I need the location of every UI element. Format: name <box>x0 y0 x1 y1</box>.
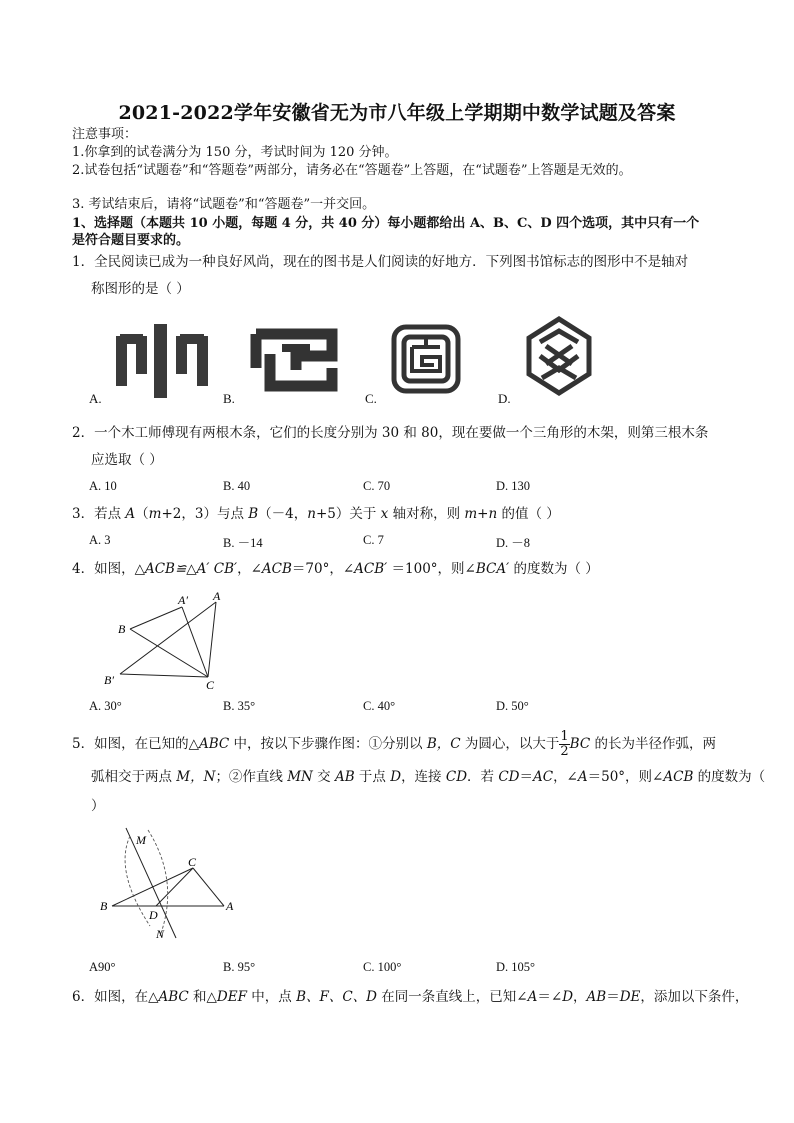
q3-option-a: A. 3 <box>89 533 111 547</box>
q1-line2: 称图形的是（ ） <box>91 281 190 297</box>
q2-line2: 应选取（ ） <box>91 452 163 468</box>
q5-label-d: D <box>149 908 158 922</box>
q4-figure <box>100 589 240 692</box>
page-title: 2021-2022学年安徽省无为市八年级上学期期中数学试题及答案 <box>118 102 676 124</box>
q5-label-b: B <box>100 899 108 913</box>
q1-logo-d <box>526 316 592 396</box>
q3-option-b: B. －14 <box>223 536 263 550</box>
q2-option-a: A. 10 <box>89 479 117 493</box>
q5-fraction: $\frac{1}{2}$ <box>560 729 569 759</box>
q5-line3: ） <box>91 798 105 814</box>
q4-option-a: A. 30° <box>89 699 122 713</box>
q4-label-a: A <box>213 589 221 603</box>
q1-logo-b <box>250 328 338 392</box>
q6-line: 6．如图，在△ABC 和△DEF 中，点 B、F、C、D 在同一条直线上，已知∠A＝∠D，AB＝DE，添加以下条件， <box>72 989 749 1005</box>
q5-line1: 5．如图，在已知的△ABC 中，按以下步骤作图：①分别以 B，C 为圆心，以大于 $\frac{1}{2}$ BC 的长为半径作弧，两 <box>72 729 716 759</box>
q2-option-b: B. 40 <box>223 479 251 493</box>
note-3: 3. 考试结束后，请将“试题卷”和“答题卷”一并交回。 <box>72 197 376 212</box>
q1-option-b: B. <box>223 391 235 406</box>
q5-option-b: B. 95° <box>223 960 256 974</box>
q5-figure <box>98 826 248 948</box>
notes-heading: 注意事项： <box>72 127 138 142</box>
q2-line1: 2．一个木工师傅现有两根木条，它们的长度分别为 30 和 80，现在要做一个三角形的木架，则第三根木条 <box>72 425 709 441</box>
section1-line1: 1、选择题（本题共 10 小题，每题 4 分，共 40 分）每小题都给出 A、B、C、D 四个选项，其中只有一个 <box>72 216 700 231</box>
q4-label-b: B <box>118 622 126 636</box>
q5-label-c: C <box>188 855 197 869</box>
q1-logo-c <box>390 323 462 395</box>
q4-line: 4．如图，△ACB≌△A′ CB′，∠ACB＝70°，∠ACB′ ＝100°，则∠BCA′ 的度数为（ ） <box>72 561 599 577</box>
q5-option-c: C. 100° <box>363 960 402 974</box>
note-1: 1.你拿到的试卷满分为 150 分，考试时间为 120 分钟。 <box>72 145 398 160</box>
q3-option-c: C. 7 <box>363 533 384 547</box>
q4-option-d: D. 50° <box>496 699 529 713</box>
q5-label-a: A <box>226 899 234 913</box>
q5-option-d: D. 105° <box>496 960 536 974</box>
q2-option-d: D. 130 <box>496 479 531 493</box>
q4-label-b-prime: B′ <box>104 673 114 687</box>
q1-option-c: C. <box>365 391 377 406</box>
q3-option-d: D. －8 <box>496 536 531 550</box>
q4-option-c: C. 40° <box>363 699 396 713</box>
q5-option-a: A90° <box>89 960 116 974</box>
q4-option-b: B. 35° <box>223 699 256 713</box>
q5-label-m: M <box>136 833 146 847</box>
q1-logo-a <box>116 324 208 398</box>
q2-option-c: C. 70 <box>363 479 391 493</box>
q5-label-n: N <box>156 927 165 941</box>
q1-option-d: D. <box>498 391 511 406</box>
section1-line2: 是符合题目要求的。 <box>72 233 190 248</box>
q1-option-a: A. <box>89 391 102 406</box>
q4-label-c: C <box>206 678 215 692</box>
q3-line: 3．若点 A（m+2，3）与点 B（－4，n+5）关于 x 轴对称，则 m+n 的值（ ） <box>72 506 560 522</box>
q1-line1: 1．全民阅读已成为一种良好风尚，现在的图书是人们阅读的好地方．下列图书馆标志的图形中不是轴对 <box>72 254 689 270</box>
q5-line2: 弧相交于两点 M，N；②作直线 MN 交 AB 于点 D，连接 CD．若 CD＝AC，∠A＝50°，则∠ACB 的度数为（ <box>91 769 766 785</box>
note-2: 2.试卷包括“试题卷”和“答题卷”两部分，请务必在“答题卷”上答题，在“试题卷”上答题是无效的。 <box>72 163 632 178</box>
q4-label-a-prime: A′ <box>178 593 188 607</box>
